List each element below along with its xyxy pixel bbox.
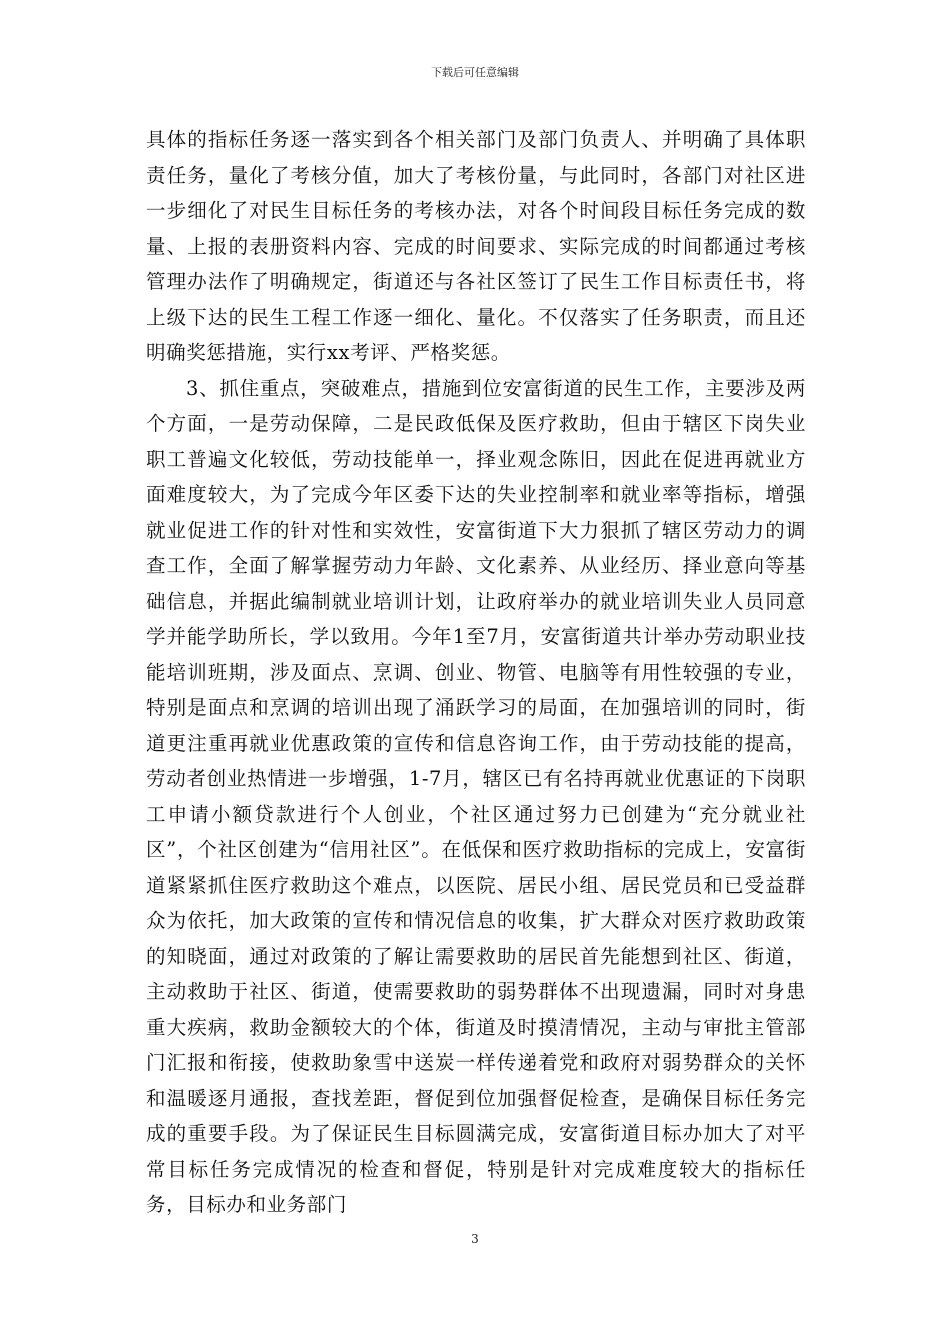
page-header: 下载后可任意编辑 — [431, 66, 519, 79]
paragraph-continued: 具体的指标任务逐一落实到各个相关部门及部门负责人、并明确了具体职责任务，量化了考核分值，加大了考核份量，与此同时，各部门对社区进一步细化了对民生目标任务的考核办法，对各个时间段目标任务完成的数量、上报的表册资料内容、完成的时间要求、实际完成的时间都通过考核管理办法作了明确规定，街道还与各社区签订了民生工作目标责任书，将上级下达的民生工程工作逐一细化、量化。不仅落实了任务职责，而且还明确奖惩措施，实行xx考评、严格奖惩。 — [146, 128, 806, 364]
document-body — [146, 122, 806, 1223]
paragraph-section-3: 3、抓住重点，突破难点，措施到位安富街道的民生工作，主要涉及两个方面，一是劳动保障，二是民政低保及医疗救助，但由于辖区下岗失业职工普遍文化较低，劳动技能单一，择业观念陈旧，因此在促进再就业方面难度较大，为了完成今年区委下达的失业控制率和就业率等指标，增强就业促进工作的针对性和实效性，安富街道下大力狠抓了辖区劳动力的调查工作，全面了解掌握劳动力年龄、文化素养、从业经历、择业意向等基础信息，并据此编制就业培训计划，让政府举办的就业培训失业人员同意学并能学助所长，学以致用。今年1至7月，安富街道共计举办劳动职业技能培训班期，涉及面点、烹调、创业、物管、电脑等有用性较强的专业，特别是面点和烹调的培训出现了涌跃学习的局面，在加强培训的同时，街道更注重再就业优惠政策的宣传和信息咨询工作，由于劳动技能的提高，劳动者创业热情进一步增强，1-7月，辖区已有名持再就业优惠证的下岗职工申请小额贷款进行个人创业，个社区通过努力已创建为“充分就业社区”，个社区创建为“信用社区”。在低保和医疗救助指标的完成上，安富街道紧紧抓住医疗救助这个难点，以医院、居民小组、居民党员和已受益群众为依托，加大政策的宣传和情况信息的收集，扩大群众对医疗救助政策的知晓面，通过对政策的了解让需要救助的居民首先能想到社区、街道，主动救助于社区、街道，使需要救助的弱势群体不出现遗漏，同时对身患重大疾病，救助金额较大的个体，街道及时摸清情况，主动与审批主管部门汇报和衔接，使救助象雪中送炭一样传递着党和政府对弱势群众的关怀和温暖逐月通报，查找差距，督促到位加强督促检查，是确保目标任务完成的重要手段。为了保证民生目标圆满完成，安富街道目标办加大了对平常目标任务完成情况的检查和督促，特别是针对完成难度较大的指标任务，目标办和业务部门 — [146, 376, 806, 1216]
page-number: 3 — [471, 1232, 479, 1246]
